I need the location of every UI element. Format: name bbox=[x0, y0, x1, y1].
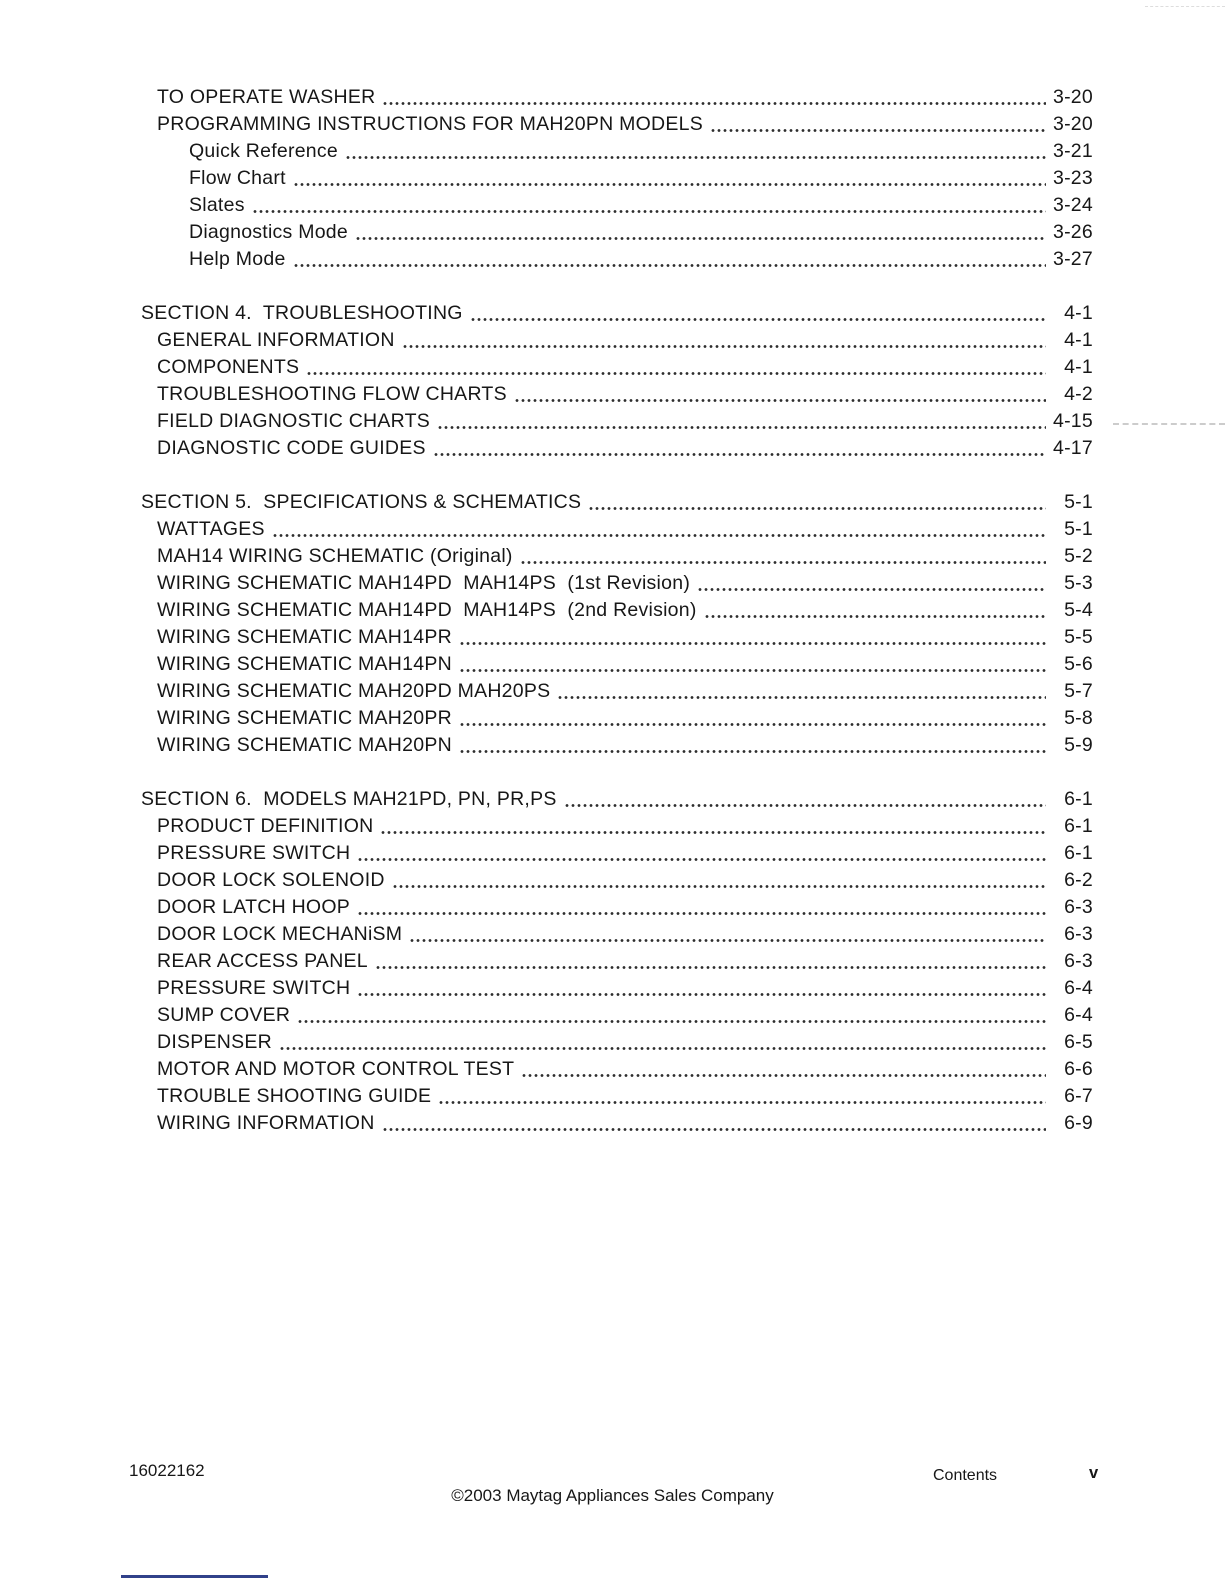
toc-dot-leader bbox=[392, 885, 1046, 888]
toc-entry bbox=[141, 327, 1093, 354]
toc-dot-leader bbox=[588, 507, 1046, 510]
toc-entry-label: DOOR LOCK MECHANiSM bbox=[157, 923, 403, 945]
scan-artifact-line bbox=[121, 1575, 268, 1578]
toc-entry-label: WIRING SCHEMATIC MAH14PD MAH14PS (2nd Revision) bbox=[157, 599, 697, 621]
toc-entry-label: WATTAGES bbox=[157, 518, 265, 540]
toc-entry bbox=[141, 948, 1093, 975]
toc-dot-leader bbox=[459, 750, 1046, 753]
toc-dot-leader bbox=[306, 372, 1046, 375]
toc-entry bbox=[141, 705, 1093, 732]
toc-entry bbox=[141, 786, 1093, 813]
toc-entry bbox=[141, 300, 1093, 327]
toc-entry-page: 4-2 bbox=[1064, 383, 1093, 405]
toc-dot-leader bbox=[409, 939, 1046, 942]
toc-entry-label: SECTION 5. SPECIFICATIONS & SCHEMATICS bbox=[141, 491, 582, 513]
toc-entry-label: SECTION 6. MODELS MAH21PD, PN, PR,PS bbox=[141, 788, 557, 810]
toc-entry-label: DOOR LOCK SOLENOID bbox=[157, 869, 385, 891]
toc-entry bbox=[141, 894, 1093, 921]
toc-entry-page: 5-8 bbox=[1064, 707, 1093, 729]
toc-dot-leader bbox=[293, 264, 1046, 267]
toc-dot-leader bbox=[357, 858, 1046, 861]
toc-entry bbox=[141, 867, 1093, 894]
toc-entry-label: DISPENSER bbox=[157, 1031, 272, 1053]
toc-entry-page: 3-20 bbox=[1052, 113, 1093, 135]
toc-dot-leader bbox=[402, 345, 1046, 348]
toc-entry-page: 6-3 bbox=[1064, 896, 1093, 918]
toc-entry-label: TO OPERATE WASHER bbox=[157, 86, 376, 108]
toc-dot-leader bbox=[345, 156, 1046, 159]
toc-entry bbox=[141, 732, 1093, 759]
toc-dot-leader bbox=[279, 1047, 1046, 1050]
toc-entry bbox=[141, 192, 1093, 219]
toc-dot-leader bbox=[272, 534, 1046, 537]
toc-entry bbox=[141, 165, 1093, 192]
toc-entry bbox=[141, 651, 1093, 678]
toc-entry-page: 3-24 bbox=[1052, 194, 1093, 216]
toc-entry-page: 4-1 bbox=[1064, 329, 1093, 351]
toc-entry bbox=[141, 111, 1093, 138]
toc-entry bbox=[141, 246, 1093, 273]
toc-entry-page: 3-27 bbox=[1052, 248, 1093, 270]
toc-dot-leader bbox=[357, 993, 1046, 996]
toc-entry-label: Diagnostics Mode bbox=[189, 221, 348, 243]
toc-entry-label: GENERAL INFORMATION bbox=[157, 329, 395, 351]
toc-entry-page: 5-1 bbox=[1064, 518, 1093, 540]
toc-entry bbox=[141, 1083, 1093, 1110]
toc-entry bbox=[141, 543, 1093, 570]
toc-entry bbox=[141, 597, 1093, 624]
toc-entry-label: REAR ACCESS PANEL bbox=[157, 950, 368, 972]
copyright-line: ©2003 Maytag Appliances Sales Company bbox=[451, 1486, 774, 1505]
toc-entry-page: 6-1 bbox=[1064, 815, 1093, 837]
toc-entry-page: 3-23 bbox=[1052, 167, 1093, 189]
toc-dot-leader bbox=[382, 102, 1046, 105]
toc-entry-label: SUMP COVER bbox=[157, 1004, 291, 1026]
toc-entry-label: WIRING SCHEMATIC MAH14PR bbox=[157, 626, 452, 648]
toc-entry bbox=[141, 354, 1093, 381]
toc-entry bbox=[141, 1029, 1093, 1056]
toc-entry-page: 4-1 bbox=[1064, 302, 1093, 324]
toc-entry-page: 5-9 bbox=[1064, 734, 1093, 756]
toc-dot-leader bbox=[375, 966, 1046, 969]
toc-dot-leader bbox=[380, 831, 1046, 834]
toc-dot-leader bbox=[459, 642, 1046, 645]
toc-dot-leader bbox=[704, 615, 1046, 618]
toc-entry-label: WIRING SCHEMATIC MAH20PR bbox=[157, 707, 452, 729]
toc-entry-label: WIRING SCHEMATIC MAH14PD MAH14PS (1st Revision) bbox=[157, 572, 691, 594]
toc-entry bbox=[141, 516, 1093, 543]
toc-entry-label: PRESSURE SWITCH bbox=[157, 842, 351, 864]
toc-entry bbox=[141, 408, 1093, 435]
toc-dot-leader bbox=[459, 669, 1046, 672]
toc-entry-label: PRODUCT DEFINITION bbox=[157, 815, 374, 837]
toc-dot-leader bbox=[521, 1074, 1046, 1077]
toc-entry bbox=[141, 1002, 1093, 1029]
toc-dot-leader bbox=[293, 183, 1046, 186]
toc-entry-label: DIAGNOSTIC CODE GUIDES bbox=[157, 437, 426, 459]
toc-entry-page: 6-9 bbox=[1064, 1112, 1093, 1134]
toc-dot-leader bbox=[355, 237, 1046, 240]
toc-entry-page: 5-1 bbox=[1064, 491, 1093, 513]
toc-dot-leader bbox=[564, 804, 1046, 807]
toc-dot-leader bbox=[459, 723, 1046, 726]
toc-entry-page: 3-20 bbox=[1052, 86, 1093, 108]
toc-entry bbox=[141, 138, 1093, 165]
toc-entry bbox=[141, 435, 1093, 462]
toc-entry-page: 5-3 bbox=[1064, 572, 1093, 594]
toc-entry-page: 5-5 bbox=[1064, 626, 1093, 648]
toc-entry-label: Slates bbox=[189, 194, 245, 216]
toc-entry-label: WIRING SCHEMATIC MAH20PD MAH20PS bbox=[157, 680, 551, 702]
toc-dot-leader bbox=[557, 696, 1046, 699]
toc-entry bbox=[141, 921, 1093, 948]
toc-entry-page: 6-1 bbox=[1064, 842, 1093, 864]
document-number: 16022162 bbox=[129, 1461, 205, 1480]
toc-entry-label: SECTION 4. TROUBLESHOOTING bbox=[141, 302, 463, 324]
toc-entry-page: 5-7 bbox=[1064, 680, 1093, 702]
toc-entry bbox=[141, 381, 1093, 408]
footer-page-number: v bbox=[1089, 1464, 1099, 1482]
toc-entry-page: 6-4 bbox=[1064, 977, 1093, 999]
toc-entry-page: 6-3 bbox=[1064, 950, 1093, 972]
toc-entry-page: 6-4 bbox=[1064, 1004, 1093, 1026]
toc-entry-page: 5-6 bbox=[1064, 653, 1093, 675]
toc-entry-page: 4-15 bbox=[1052, 410, 1093, 432]
toc-dot-leader bbox=[520, 561, 1046, 564]
toc-entry bbox=[141, 678, 1093, 705]
toc-entry-page: 5-2 bbox=[1064, 545, 1093, 567]
toc-dot-leader bbox=[252, 210, 1046, 213]
toc-entry bbox=[141, 975, 1093, 1002]
toc-entry-label: WIRING INFORMATION bbox=[157, 1112, 375, 1134]
toc-entry-label: DOOR LATCH HOOP bbox=[157, 896, 350, 918]
toc-entry-label: TROUBLE SHOOTING GUIDE bbox=[157, 1085, 432, 1107]
toc-dot-leader bbox=[382, 1128, 1046, 1131]
toc-dot-leader bbox=[697, 588, 1046, 591]
toc-entry bbox=[141, 840, 1093, 867]
toc-entry-label: Flow Chart bbox=[189, 167, 286, 189]
toc-entry-page: 4-1 bbox=[1064, 356, 1093, 378]
toc-entry-page: 6-2 bbox=[1064, 869, 1093, 891]
toc-entry-page: 6-3 bbox=[1064, 923, 1093, 945]
toc-entry bbox=[141, 219, 1093, 246]
table-of-contents bbox=[141, 84, 1093, 1137]
toc-entry-label: FIELD DIAGNOSTIC CHARTS bbox=[157, 410, 431, 432]
toc-entry-label: COMPONENTS bbox=[157, 356, 300, 378]
toc-entry bbox=[141, 84, 1093, 111]
toc-dot-leader bbox=[437, 426, 1046, 429]
toc-dot-leader bbox=[433, 453, 1046, 456]
toc-entry-page: 6-6 bbox=[1064, 1058, 1093, 1080]
toc-entry-page: 3-26 bbox=[1052, 221, 1093, 243]
toc-entry bbox=[141, 1056, 1093, 1083]
toc-entry bbox=[141, 570, 1093, 597]
toc-entry-page: 6-1 bbox=[1064, 788, 1093, 810]
toc-entry bbox=[141, 813, 1093, 840]
toc-dot-leader bbox=[470, 318, 1046, 321]
footer-section-label: Contents bbox=[933, 1467, 998, 1484]
toc-entry-label: PROGRAMMING INSTRUCTIONS FOR MAH20PN MODELS bbox=[157, 113, 703, 135]
toc-entry-page: 5-4 bbox=[1064, 599, 1093, 621]
toc-entry-label: Quick Reference bbox=[189, 140, 338, 162]
toc-dot-leader bbox=[710, 129, 1046, 132]
scan-artifact-dashes-top bbox=[1145, 6, 1225, 7]
toc-entry-page: 3-21 bbox=[1052, 140, 1093, 162]
toc-entry-label: MOTOR AND MOTOR CONTROL TEST bbox=[157, 1058, 515, 1080]
toc-dot-leader bbox=[297, 1020, 1046, 1023]
toc-entry bbox=[141, 489, 1093, 516]
toc-dot-leader bbox=[514, 399, 1046, 402]
toc-dot-leader bbox=[438, 1101, 1046, 1104]
toc-entry-label: MAH14 WIRING SCHEMATIC (Original) bbox=[157, 545, 513, 567]
toc-entry-label: WIRING SCHEMATIC MAH14PN bbox=[157, 653, 452, 675]
toc-entry-page: 6-5 bbox=[1064, 1031, 1093, 1053]
toc-entry-page: 6-7 bbox=[1064, 1085, 1093, 1107]
toc-entry-label: TROUBLESHOOTING FLOW CHARTS bbox=[157, 383, 507, 405]
toc-dot-leader bbox=[357, 912, 1046, 915]
toc-entry-page: 4-17 bbox=[1052, 437, 1093, 459]
toc-entry bbox=[141, 624, 1093, 651]
scan-artifact-dashes bbox=[1113, 423, 1225, 425]
toc-entry-label: Help Mode bbox=[189, 248, 286, 270]
toc-entry-label: PRESSURE SWITCH bbox=[157, 977, 351, 999]
toc-entry-label: WIRING SCHEMATIC MAH20PN bbox=[157, 734, 452, 756]
toc-entry bbox=[141, 1110, 1093, 1137]
